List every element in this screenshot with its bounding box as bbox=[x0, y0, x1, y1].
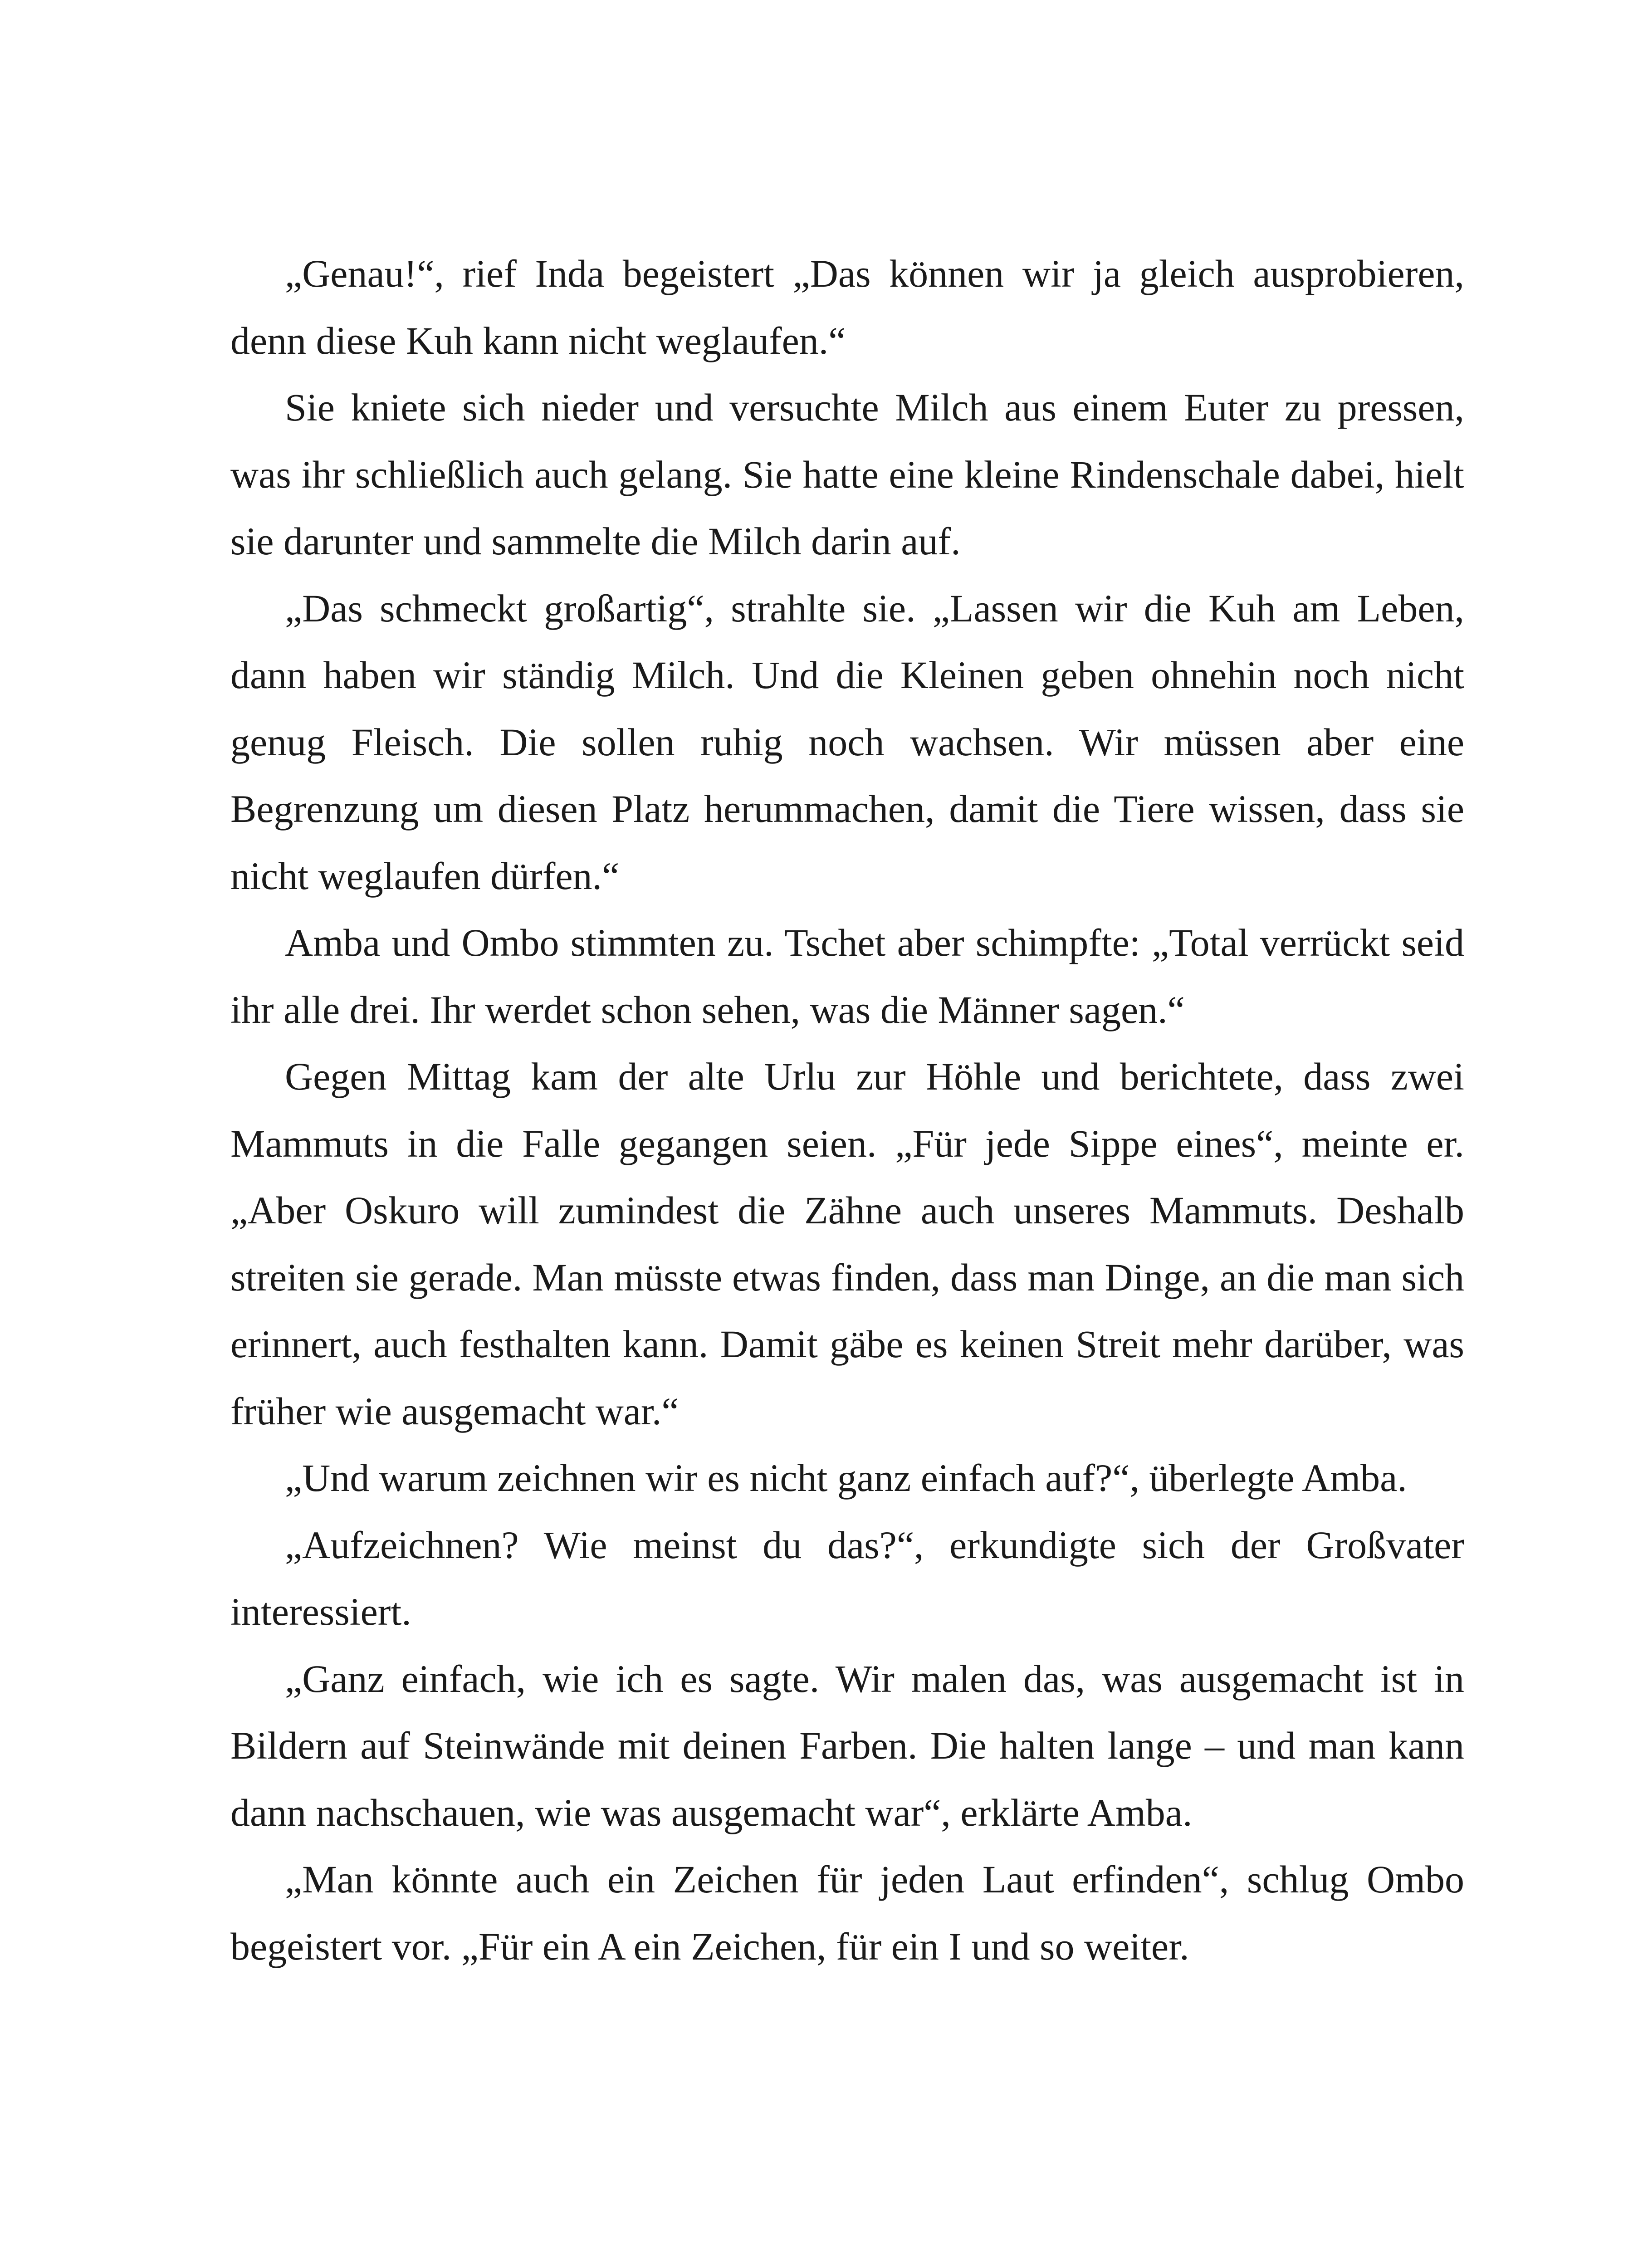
paragraph: „Genau!“, rief Inda begeistert „Das können wir ja gleich ausprobieren, denn diese Kuh kann nicht weglaufen.“ bbox=[230, 252, 1464, 362]
paragraph: „Und warum zeichnen wir es nicht ganz einfach auf?“, überlegte Amba. bbox=[285, 1456, 1407, 1500]
paragraph: Gegen Mittag kam der alte Urlu zur Höhle und berichtete, dass zwei Mammuts in die Falle gegangen seien. „Für jede Sippe eines“, meinte er. „Aber Oskuro will zumindest die Zähne auch unseres Mammuts. Deshalb streiten sie gerade. Man müsste etwas finden, dass man Dinge, an die man sich erinnert, auch festhalten kann. Damit gäbe es keinen Streit mehr darüber, was früher wie ausgemacht war.“ bbox=[230, 1055, 1464, 1433]
paragraph: Sie kniete sich nieder und versuchte Milch aus einem Euter zu pressen, was ihr schließlich auch gelang. Sie hatte eine kleine Rindenschale dabei, hielt sie darunter und sammelte die Milch darin auf. bbox=[230, 386, 1464, 563]
body-text bbox=[230, 240, 1464, 1980]
paragraph: „Man könnte auch ein Zeichen für jeden Laut erfinden“, schlug Ombo begeistert vor. „Für ein A ein Zeichen, für ein I und so weiter. bbox=[230, 1857, 1464, 1968]
paragraph: Amba und Ombo stimmten zu. Tschet aber schimpfte: „Total verrückt seid ihr alle drei. Ihr werdet schon sehen, was die Männer sagen.“ bbox=[230, 921, 1464, 1031]
paragraph: „Ganz einfach, wie ich es sagte. Wir malen das, was ausgemacht ist in Bildern auf Steinwände mit deinen Farben. Die halten lange – und man kann dann nachschauen, wie was ausgemacht war“, erklärte Amba. bbox=[230, 1657, 1464, 1834]
paragraph: „Aufzeichnen? Wie meinst du das?“, erkundigte sich der Großvater interessiert. bbox=[230, 1523, 1464, 1633]
paragraph: „Das schmeckt großartig“, strahlte sie. „Lassen wir die Kuh am Leben, dann haben wir ständig Milch. Und die Kleinen geben ohnehin noch nicht genug Fleisch. Die sollen ruhig noch wachsen. Wir müssen aber eine Begrenzung um diesen Platz herummachen, damit die Tiere wissen, dass sie nicht weglaufen dürfen.“ bbox=[230, 586, 1464, 898]
